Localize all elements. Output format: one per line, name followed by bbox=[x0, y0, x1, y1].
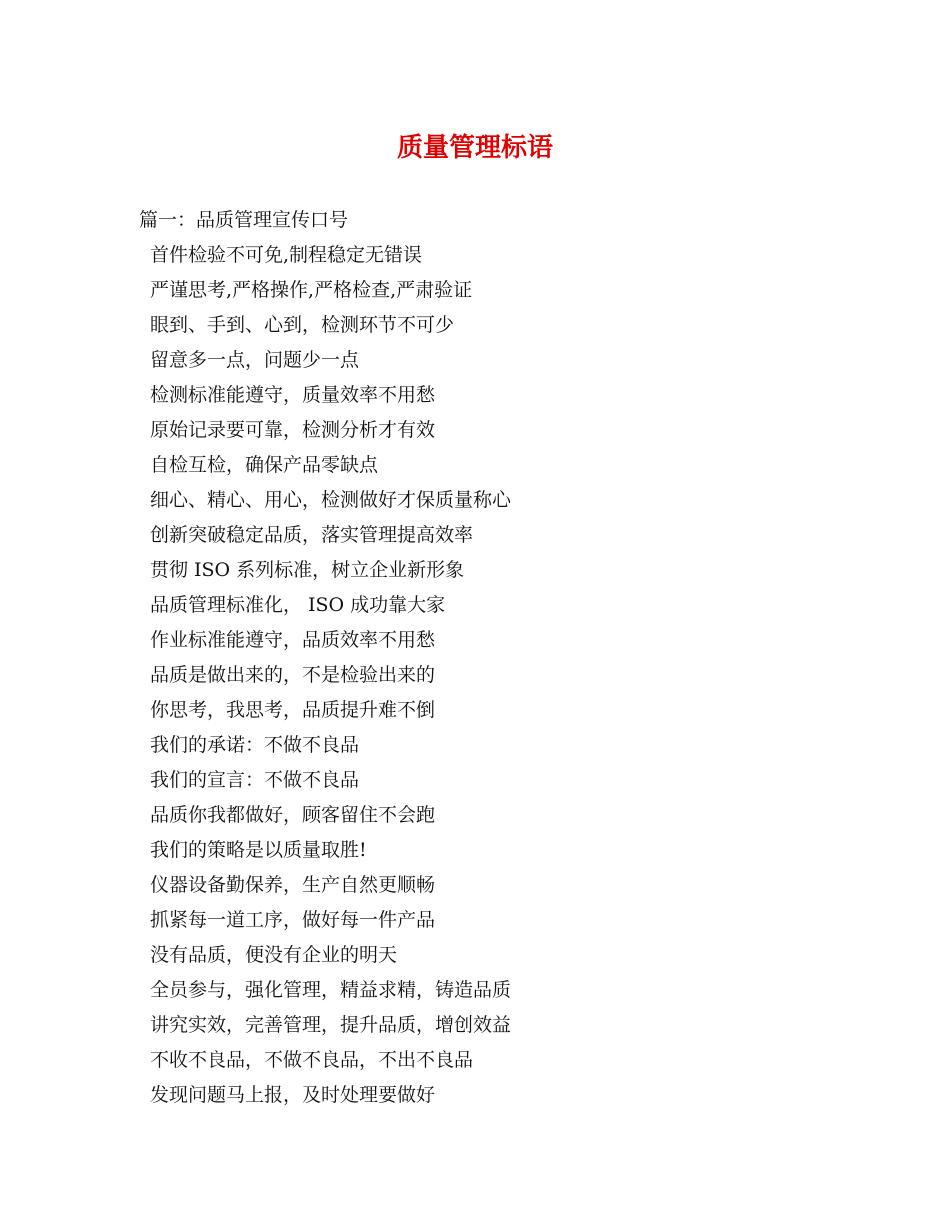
slogan-list bbox=[139, 238, 839, 1113]
slogan-item: 发现问题马上报，及时处理要做好 bbox=[150, 1084, 436, 1106]
document-body bbox=[139, 203, 839, 1113]
slogan-item: 原始记录要可靠，检测分析才有效 bbox=[150, 419, 436, 441]
slogan-item: 首件检验不可免,制程稳定无错误 bbox=[150, 244, 423, 266]
slogan-item: 不收不良品，不做不良品，不出不良品 bbox=[150, 1049, 474, 1071]
slogan-item: 品质管理标准化， ISO 成功靠大家 bbox=[150, 594, 446, 616]
section-heading: 篇一：品质管理宣传口号 bbox=[139, 209, 349, 231]
slogan-item: 全员参与，强化管理，精益求精，铸造品质 bbox=[150, 979, 512, 1001]
document-title: 质量管理标语 bbox=[396, 133, 553, 163]
slogan-item: 作业标准能遵守，品质效率不用愁 bbox=[150, 629, 436, 651]
slogan-item: 品质是做出来的，不是检验出来的 bbox=[150, 664, 436, 686]
slogan-item: 严谨思考,严格操作,严格检查,严肃验证 bbox=[150, 279, 473, 301]
slogan-item: 留意多一点，问题少一点 bbox=[150, 349, 360, 371]
slogan-item: 抓紧每一道工序，做好每一件产品 bbox=[150, 909, 436, 931]
slogan-item: 我们的宣言：不做不良品 bbox=[150, 769, 360, 791]
slogan-item: 我们的策略是以质量取胜! bbox=[150, 839, 367, 861]
slogan-item: 贯彻 ISO 系列标准，树立企业新形象 bbox=[150, 559, 465, 581]
slogan-item: 没有品质，便没有企业的明天 bbox=[150, 944, 398, 966]
slogan-item: 细心、精心、用心，检测做好才保质量称心 bbox=[150, 489, 512, 511]
slogan-item: 眼到、手到、心到，检测环节不可少 bbox=[150, 314, 455, 336]
slogan-item: 创新突破稳定品质，落实管理提高效率 bbox=[150, 524, 474, 546]
slogan-item: 仪器设备勤保养，生产自然更顺畅 bbox=[150, 874, 436, 896]
slogan-item: 你思考，我思考，品质提升难不倒 bbox=[150, 699, 436, 721]
slogan-item: 品质你我都做好，顾客留住不会跑 bbox=[150, 804, 436, 826]
slogan-item: 我们的承诺：不做不良品 bbox=[150, 734, 360, 756]
slogan-item: 检测标准能遵守，质量效率不用愁 bbox=[150, 384, 436, 406]
slogan-item: 自检互检，确保产品零缺点 bbox=[150, 454, 379, 476]
slogan-item: 讲究实效，完善管理，提升品质，增创效益 bbox=[150, 1014, 512, 1036]
